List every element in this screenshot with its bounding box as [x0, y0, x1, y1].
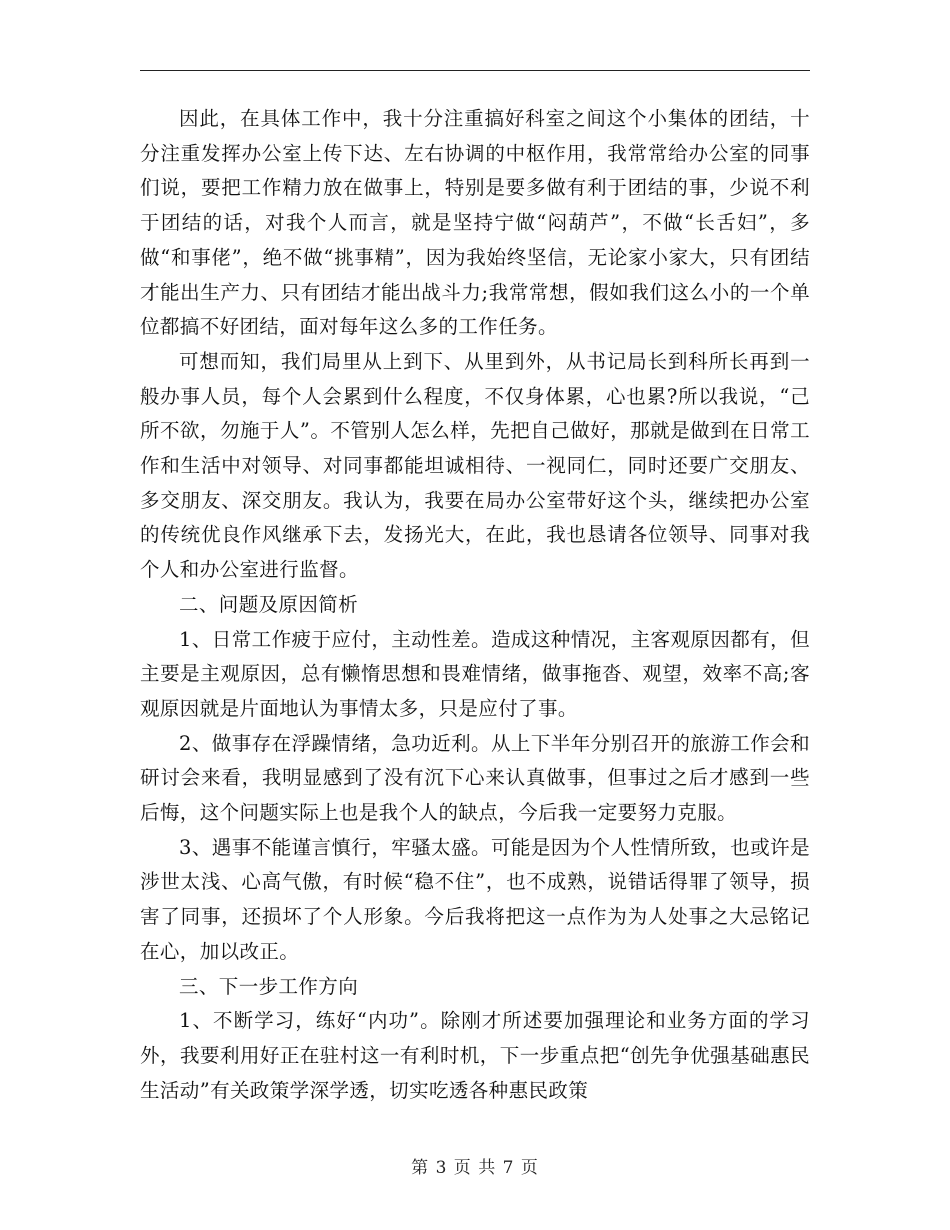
paragraph: 2、做事存在浮躁情绪，急功近利。从上下半年分别召开的旅游工作会和研讨会来看，我明显感到了没有沉下心来认真做事，但事过之后才感到一些后悔，这个问题实际上也是我个人的缺点，今后我一定要努力克服。 [140, 731, 810, 825]
header-rule [140, 70, 810, 71]
paragraph: 1、不断学习，练好“内功”。除刚才所述要加强理论和业务方面的学习外，我要利用好正在驻村这一有利时机，下一步重点把“创先争优强基础惠民生活动”有关政策学深学透，切实吃透各种惠民政策 [140, 1009, 810, 1102]
section-heading: 二、问题及原因简析 [179, 592, 359, 616]
paragraph: 1、日常工作疲于应付，主动性差。造成这种情况，主客观原因都有，但主要是主观原因，总有懒惰思想和畏难情绪，做事拖沓、观望，效率不高;客观原因就是片面地认为事情太多，只是应付了事。 [140, 627, 810, 720]
paragraph: 因此，在具体工作中，我十分注重搞好科室之间这个小集体的团结，十分注重发挥办公室上传下达、左右协调的中枢作用，我常常给办公室的同事们说，要把工作精力放在做事上，特别是要多做有利于团结的事，少说不利于团结的话，对我个人而言，就是坚持宁做“闷葫芦”，不做“长舌妇”，多做“和事佬”，绝不做“挑事精”，因为我始终坚信，无论家小家大，只有团结才能出生产力、只有团结才能出战斗力;我常常想，假如我们这么小的一个单位都搞不好团结，面对每年这么多的工作任务。 [140, 107, 810, 339]
paragraph: 3、遇事不能谨言慎行，牢骚太盛。可能是因为个人性情所致，也或许是涉世太浅、心高气傲，有时候“稳不住”，也不成熟，说错话得罪了领导，损害了同事，还损坏了个人形象。今后我将把这一点作为为人处事之大忌铭记在心，加以改正。 [140, 835, 810, 963]
page-number-footer: 第 3 页 共 7 页 [411, 1158, 539, 1178]
section-heading: 三、下一步工作方向 [179, 974, 359, 998]
paragraph: 可想而知，我们局里从上到下、从里到外，从书记局长到科所长再到一般办事人员，每个人会累到什么程度，不仅身体累，心也累?所以我说，“己所不欲，勿施于人”。不管别人怎么样，先把自己做好，那就是做到在日常工作和生活中对领导、对同事都能坦诚相待、一视同仁，同时还要广交朋友、多交朋友、深交朋友。我认为，我要在局办公室带好这个头，继续把办公室的传统优良作风继承下去，发扬光大，在此，我也恳请各位领导、同事对我个人和办公室进行监督。 [140, 349, 810, 582]
document-body [140, 102, 810, 1108]
